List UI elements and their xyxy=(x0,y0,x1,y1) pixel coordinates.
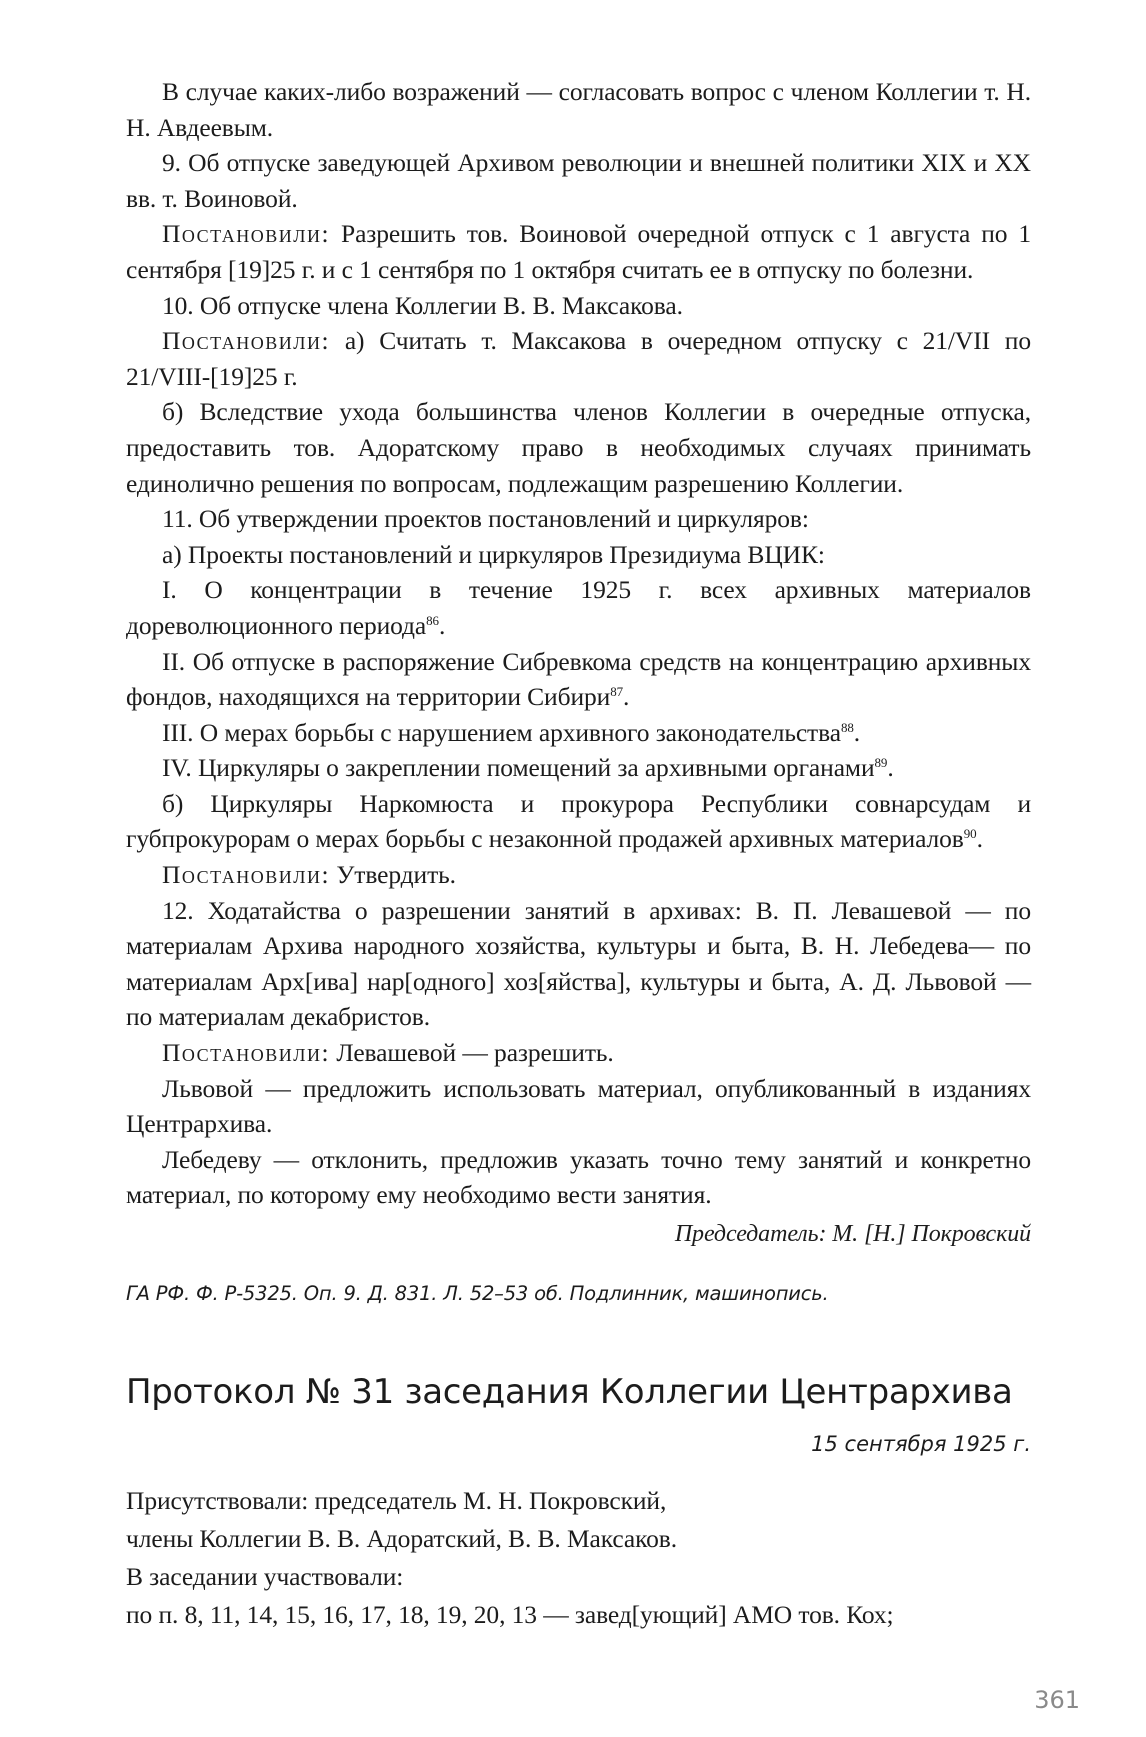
paragraph-item-11: 11. Об утверждении проектов постановлений и циркуляров: xyxy=(162,504,809,534)
paragraph-item-12: 12. Ходатайства о разрешении занятий в архивах: В. П. Левашевой — по материалам Архива народного хозяйства, культуры и быта, В. Н. Лебедева— по материалам Арх[ива] нар[одного] хоз[яйства], культуры и быта, А. Д. Львовой — по материалам декабристов. xyxy=(126,895,1031,1032)
resolution-text: а) Считать т. Максакова в очередном отпуску с 21/VII по 21/VIII-[19]25 г. xyxy=(126,326,1031,391)
paragraph-lebedev: Лебедеву — отклонить, предложив указать точно тему занятий и конкретно материал, по которому ему необходимо вести занятия. xyxy=(126,1144,1031,1210)
footnote-ref: 87 xyxy=(610,684,624,700)
paragraph-11b xyxy=(126,786,1031,857)
item-text: IV. Циркуляры о закреплении помещений за архивными органами xyxy=(162,753,875,783)
item-text: б) Циркуляры Наркомюста и прокурора Республики совнарсудам и губпрокурорам о мерах борьбы с незаконной продажей архивных материалов xyxy=(126,788,1031,854)
paragraph-resolution-12 xyxy=(126,1035,1031,1071)
paragraph-11a-i xyxy=(126,572,1031,643)
main-text-column xyxy=(126,74,1031,1253)
footnote-ref: 90 xyxy=(963,826,977,842)
attendance-members: члены Коллегии В. В. Адоратский, В. В. Максаков. xyxy=(126,1524,678,1553)
paragraph-11a: а) Проекты постановлений и циркуляров Президиума ВЦИК: xyxy=(162,539,825,569)
item-end: . xyxy=(623,682,630,712)
item-end: . xyxy=(976,824,983,854)
resolution-label: Постановили: xyxy=(162,860,331,890)
resolution-label: Постановили: xyxy=(162,219,331,249)
item-text: III. О мерах борьбы с нарушением архивного законодательства xyxy=(162,717,841,747)
paragraph-resolution-9 xyxy=(126,216,1031,287)
footnote-ref: 86 xyxy=(426,612,439,628)
resolution-text: Левашевой — разрешить. xyxy=(330,1038,614,1068)
attendance-present: Присутствовали: председатель М. Н. Покровский, xyxy=(126,1486,667,1515)
paragraph-lvova: Львовой — предложить использовать материал, опубликованный в изданиях Центрархива. xyxy=(126,1073,1031,1139)
paragraph-item-9: 9. Об отпуске заведующей Архивом революции и внешней политики XIX и XX вв. т. Воиновой. xyxy=(126,148,1031,213)
protocol-heading: Протокол № 31 заседания Коллегии Центрархива xyxy=(126,1372,1013,1412)
paragraph-objections: В случае каких-либо возражений — согласовать вопрос с членом Коллегии т. Н. Н. Авдеевым. xyxy=(126,77,1031,142)
archive-source-reference: ГА РФ. Ф. Р-5325. Оп. 9. Д. 831. Л. 52–53 об. Подлинник, машинопись. xyxy=(126,1282,829,1305)
protocol-date: 15 сентября 1925 г. xyxy=(811,1432,1031,1456)
resolution-label: Постановили: xyxy=(162,1038,331,1068)
attendance-block xyxy=(126,1482,1031,1634)
item-text: I. О концентрации в течение 1925 г. всех архивных материалов дореволюционного периода xyxy=(126,575,1031,640)
footnote-ref: 88 xyxy=(840,719,854,735)
attendance-participants: по п. 8, 11, 14, 15, 16, 17, 18, 19, 20, 13 — завед[ующий] АМО тов. Кох; xyxy=(126,1600,894,1629)
paragraph-item-10: 10. Об отпуске члена Коллегии В. В. Максакова. xyxy=(162,290,683,320)
paragraph-resolution-10 xyxy=(126,323,1031,394)
paragraph-11a-iv xyxy=(126,750,1031,786)
chairman-signature: Председатель: М. [Н.] Покровский xyxy=(674,1221,1031,1247)
resolution-text: Утвердить. xyxy=(330,860,456,890)
paragraph-resolution-11 xyxy=(126,857,1031,893)
page-number: 361 xyxy=(1034,1686,1080,1714)
resolution-text: Разрешить тов. Воиновой очередной отпуск с 1 августа по 1 сентября [19]25 г. и с 1 сентября по 1 октября считать ее в отпуску по болезни. xyxy=(126,219,1031,284)
item-text: II. Об отпуске в распоряжение Сибревкома средств на концентрацию архивных фондов, находящихся на территории Сибири xyxy=(126,646,1031,712)
resolution-label: Постановили: xyxy=(162,326,331,356)
footnote-ref: 89 xyxy=(874,755,888,771)
paragraph-11a-iii xyxy=(126,715,1031,751)
item-end: . xyxy=(887,753,894,783)
attendance-participants-label: В заседании участвовали: xyxy=(126,1562,404,1591)
paragraph-10b: б) Вследствие ухода большинства членов Коллегии в очередные отпуска, предоставить тов. Адоратскому право в необходимых случаях принимать единолично решения по вопросам, подлежащим разрешению Коллегии. xyxy=(126,397,1031,498)
item-end: . xyxy=(853,717,861,747)
paragraph-11a-ii xyxy=(126,644,1031,715)
item-end: . xyxy=(438,610,446,640)
